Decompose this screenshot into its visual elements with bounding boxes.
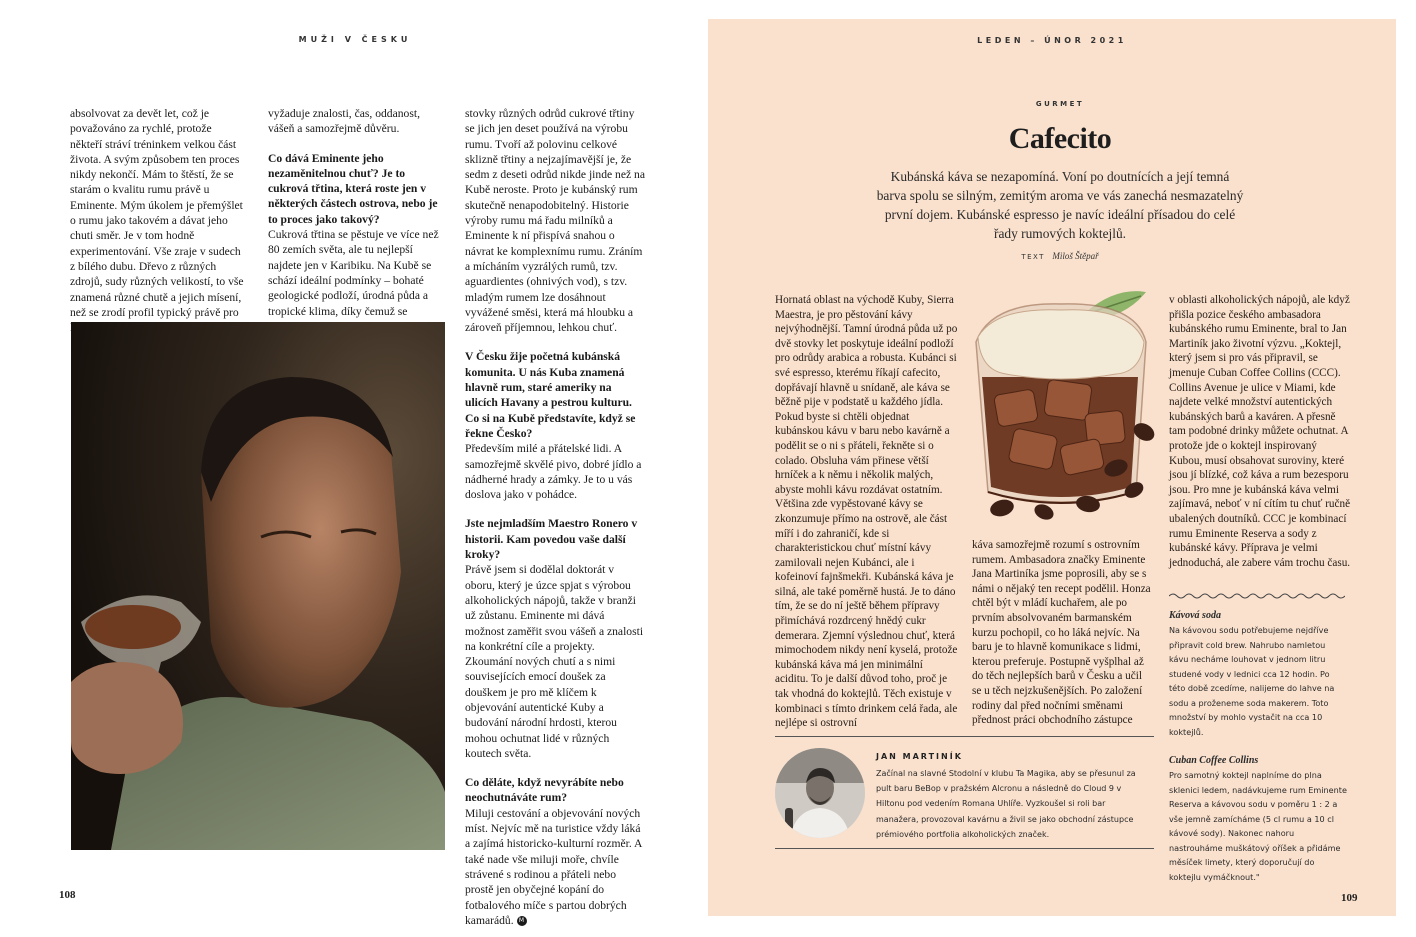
running-head-right: LEDEN – ÚNOR 2021 (977, 36, 1127, 45)
left-column-1 (70, 106, 246, 349)
bio-bottom-rule (775, 848, 1154, 849)
column-1-text: absolvovat za devět let, což je považováno za rychlé, protože někteří stráví tréninkem velkou část života. A svým způsobem ten proces nikdy nekončí. Mám to štěstí, že se starám o kvalitu rumu právě u Eminente. Mým úkolem je přemýšlet o rumu jako takovém a dávat jeho chuti směr. Je v tom hodně experimentování. Vše zraje v sudech z bílého dubu. Dřevo z různých zdrojů, sudy různých velikostí, to vše znamená různé chutě a jejich mísení, než se zrodí profil typický právě pro (70, 107, 244, 319)
section-label: GURMET (1035, 100, 1085, 108)
bio-top-rule (775, 736, 1154, 737)
byline-author: Miloš Štěpař (1052, 251, 1099, 261)
article-byline (960, 251, 1160, 261)
right-column-2 (972, 538, 1154, 728)
right-column-1 (775, 293, 958, 731)
portrait-photo (71, 322, 445, 850)
end-mark-icon: M (517, 916, 527, 926)
byline-label: TEXT (1021, 253, 1045, 261)
interview-question-3: Jste nejmladším Maestro Ronero v historii. Kam povedou vaše další kroky? (465, 517, 638, 562)
recipe-2-text: Pro samotný koktejl naplníme do plna sklenici ledem, nadávkujeme rum Eminente Reserva a kávovou sodu v poměru 1 : 2 a vše jemně zamícháme (5 cl rumu a 10 cl kávové sody). Nakonec nahoru nastrouháme muškátový oříšek a přidáme měsíček limety, který doporučují do koktejlu vymáčknout." (1169, 770, 1347, 882)
answer-4-text: Miluji cestování a objevování nových míst. Nejvíc mě na turistice vždy láká a zajímá historicko-kulturní rozměr. A také nade vše miluji moře, chvíle strávené s rodinou a přáteli nebo prostě jen obyčejné kopání do fotbalového míče s partou dobrých kamarádů. (465, 806, 642, 927)
page-number-left: 108 (59, 889, 76, 901)
interview-question-2: V Česku žije početná kubánská komunita. U nás Kuba znamená hlavně rum, staré ameriky na ulicích Havany a pestrou kulturu. Co si na Kubě představíte, když se řekne Česko? (465, 350, 636, 440)
wavy-divider (1169, 588, 1345, 598)
right-column-3-text: v oblasti alkoholických nápojů, ale když přišla pozice českého ambasadora kubánského rumu Eminente, bral to Jan Martiník jako životní výzvu. „Koktejl, který jsem si pro vás připravil, se jmenuje Cuban Coffee Collins (CCC). Collins Avenue je ulice v Miami, kde najdete velké množství autentických kubánských barů a kaváren. A přesně tam podobné drinky můžete ochutnat. A protože jde o koktejl inspirovaný Kubou, musí obsahovat suroviny, které jsou jí blízké, což káva a rum bezesporu jsou. Pro mne je kubánská káva velmi zajímavá, neboť v ní cítím tu chuť ručně ubalených doutníků. CCC je kombinací rumu Eminente Reserva a sody z kubánské kávy. Příprava je velmi jednoduchá, ale zabere vám trochu času. (1169, 294, 1351, 569)
right-column-3 (1169, 293, 1351, 570)
wave-line-icon (1169, 591, 1345, 601)
bio-name: JAN MARTINÍK (876, 752, 963, 761)
portrait-illustration (71, 322, 445, 850)
column-2-intro: vyžaduje znalosti, čas, oddanost, vášeň a samozřejmě důvěru. (268, 107, 420, 136)
coffee-cocktail-icon (966, 282, 1158, 520)
running-head-left: MUŽI V ČESKU (298, 35, 412, 44)
article-title: Cafecito (1008, 122, 1112, 155)
avatar-portrait-icon (775, 748, 865, 838)
interview-answer-3: Právě jsem si dodělal doktorát v oboru, který je úzce spjat s výrobou alkoholických nápojů, takže v branži už zůstanu. Eminente mi dává možnost zaměřit svou vášeň a znalosti na konkrétní cíle a projekty. Zkoumání nových chutí a s nimi souvisejících emocí doušek za douškem je pro mě klíčem k objevování autentické Kuby a budování národní hrdosti, kterou mohou ochutnat lidé v různých koutech světa. (465, 563, 644, 760)
page-number-right: 109 (1341, 892, 1358, 904)
right-column-2-text: káva samozřejmě rozumí s ostrovním rumem. Ambasadora značky Eminente Jana Martiníka jsme poprosili, aby se s námi o nějaký ten recept podělil. Honza chtěl být v mládí kuchařem, ale po prvním absolvovaném barmanském kurzu pochopil, co ho láká nejvíc. Na baru je to hlavně komunikace s lidmi, kterou preferuje. Postupně vyšplhal až do těch nejlepších barů v Česku a učil se u těch nejzkušenějších. Po založení rodiny dal před nočními směnami přednost práci obchodního zástupce (972, 539, 1151, 727)
recipe-1-text: Na kávovou sodu potřebujeme nejdříve připravit cold brew. Nahrubo namletou kávu necháme louhovat v jednom litru studené vody v lednici cca 12 hodin. Po této době zcedíme, nalijeme do lahve na sodu a proženeme soda makerem. Toto množství by mohlo vystačit na cca 10 koktejlů. (1169, 625, 1335, 737)
recipe-1-title: Kávová soda (1169, 610, 1221, 621)
interview-question-1: Co dává Eminente jeho nezaměnitelnou chuť? Je to cukrová třtina, která roste jen v některých částech ostrova, nebo je to proces jako takový? (268, 151, 438, 226)
cocktail-illustration (966, 282, 1158, 520)
bio-avatar (775, 748, 865, 838)
interview-answer-2: Především milé a přátelské lidi. A samozřejmě skvělé pivo, dobré jídlo a nádherné hrady a zámky. Je to u vás doslova jako v pohádce. (465, 442, 642, 502)
interview-answer-1: Cukrová třtina se pěstuje ve více než 80 zemích světa, ale tu nejlepší najdete jen v Karibiku. Na Kubě se schází ideální podmínky – bohaté geologické podloží, úrodná půda a tropické klima, díky čemuž se (268, 228, 439, 318)
bio-text: Začínal na slavné Stodolní v klubu Ta Magika, aby se přesunul za pult baru BeBop v pražském Alcronu a následně do Cloud 9 v Hiltonu pod vedením Romana Uhlíře. Vyzkoušel si roli bar manažera, provozoval kavárnu a živil se jako obchodní zástupce prémiového portfolia alkoholických značek. (876, 769, 1136, 839)
recipe-2-title: Cuban Coffee Collins (1169, 755, 1259, 766)
article-deck: Kubánská káva se nezapomíná. Voní po doutnících a její temná barva spolu se silným, zemitým aroma ve vás zanechá nesmazatelný první dojem. Kubánské espresso je navíc ideální přísadou do celé řady rumových koktejlů. (876, 169, 1244, 241)
interview-question-4: Co děláte, když nevyrábíte nebo neochutnáváte rum? (465, 776, 624, 805)
right-column-1-text: Hornatá oblast na východě Kuby, Sierra Maestra, je pro pěstování kávy nejvýhodnější. Tamní úrodná půda už po dvě stovky let poskytuje ideální podloží pro odrůdy arabica a robusta. Kubánci si své espresso, kterému říkají cafecito, dopřávají hlavně u snídaně, ale káva se běžně pije v podstatě u každého jídla. Pokud byste si chtěli objednat kubánskou kávu v baru nebo kavárně a podělit se o ni s přáteli, řekněte si o colado. Obsluha vám přinese větší hrníček a k němu i několik malých, abyste mohli kávu rozdávat ostatním. Většina zde vypěstované kávy se zkonzumuje přímo na ostrově, ale část míří i do zahraničí, kde si charakteristickou chuť místní kávy zamilovali nejen Kubánci, ale i kofeinoví fajnšmekři. Kubánská káva je silná, ale také poměrně hustá. Je to dáno tím, že se do ní ještě během přípravy přimíchává rozdrcený hnědý cukr demerara. Zjemní výslednou chuť, která mimochodem nikdy není kyselá, protože kubánská káva má jen minimální aciditu. To je další důvod toho, proč je tak vhodná do koktejlů. Těch existuje v kombinaci s tímto drinkem celá řada, ale nejlépe si ostrovní (775, 294, 958, 730)
left-column-3 (465, 106, 645, 928)
column-3-intro: stovky různých odrůd cukrové třtiny se jich jen deset používá na výrobu rumu. Tvoří až polovinu celkové sklizně třtiny a nejzajímavější je, že sedm z deseti odrůd nikde jinde než na Kubě neroste. Proto je kubánský rum skutečně nenapodobitelný. Historie výroby rumu má řadu milníků a Eminente k ní přispívá snahou o návrat ke komplexnímu rumu. Zráním a mícháním vyzrálých rumů, tzv. aguardientes (ohnivých vod), s tzv. mladým rumem lze dosáhnout vyvážené směsi, která má hloubku a zároveň příjemnou, lehkou chuť. (465, 107, 645, 335)
interview-answer-4 (465, 806, 645, 928)
recipe-box (1169, 608, 1347, 898)
